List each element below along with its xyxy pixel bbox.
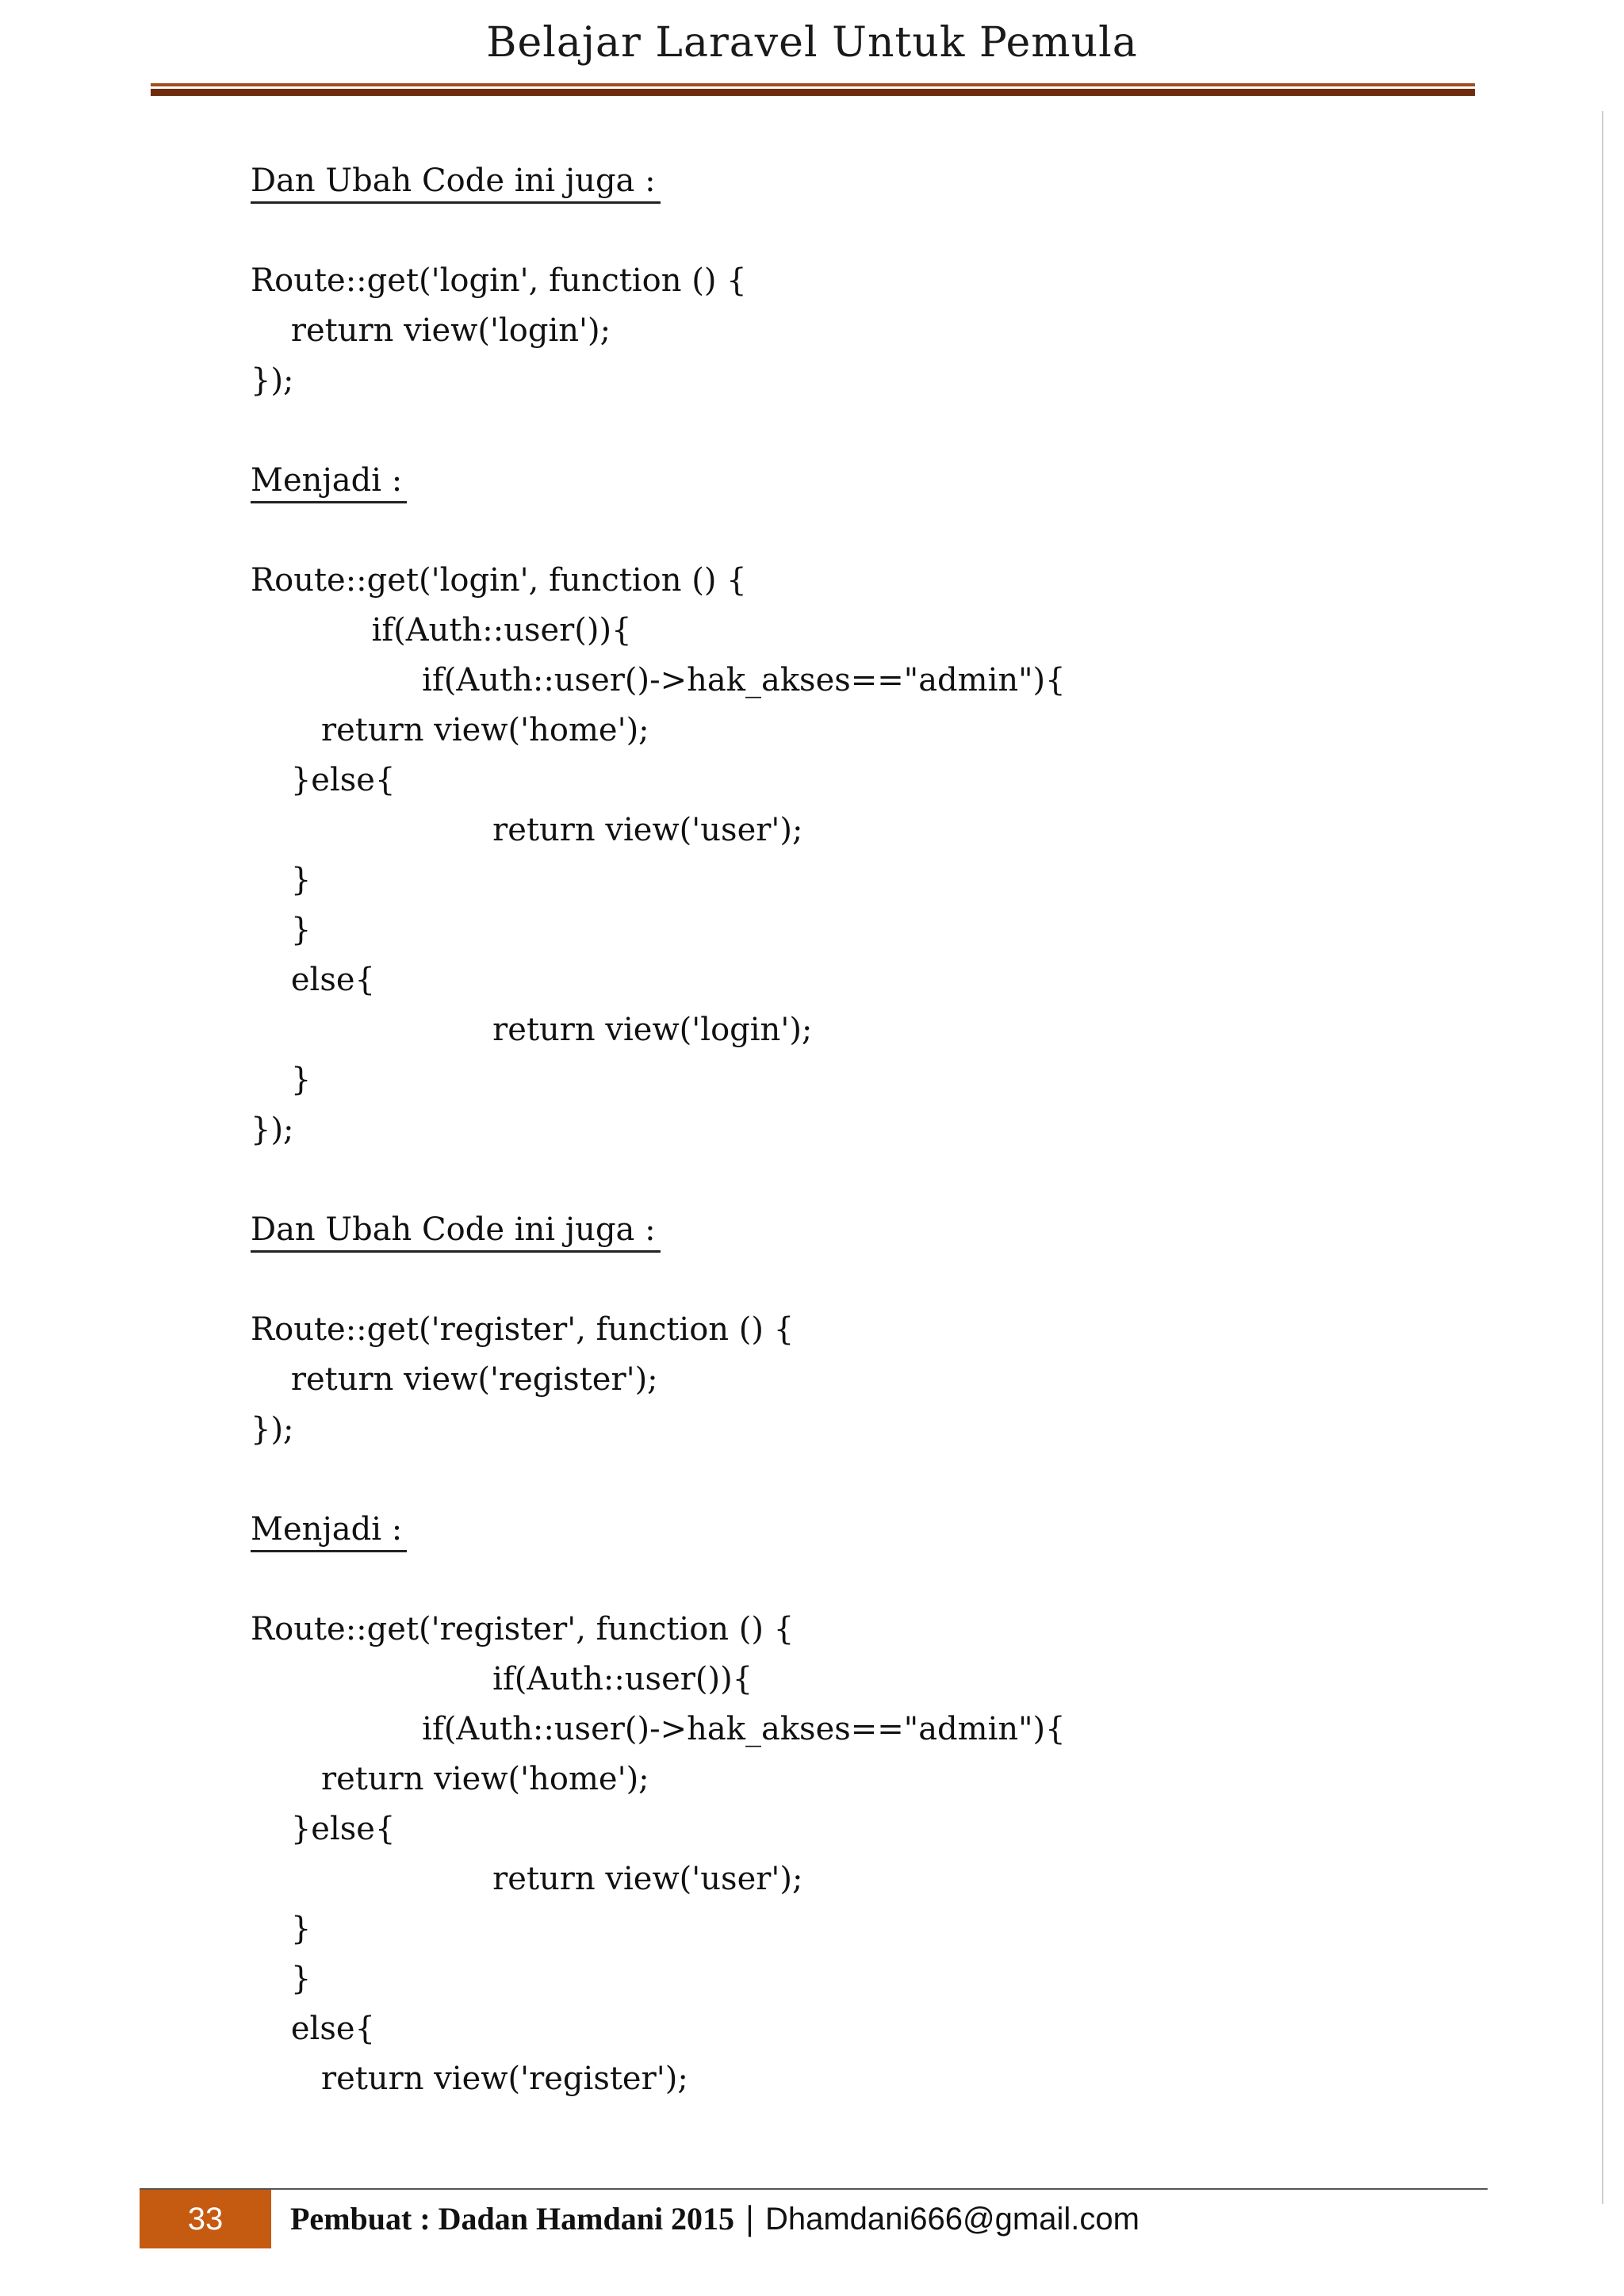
code-line: return view('login');: [251, 312, 611, 349]
page-number-badge: 33: [140, 2190, 271, 2248]
code-line: }: [251, 912, 312, 948]
page-header-title: Belajar Laravel Untuk Pemula: [486, 19, 1138, 67]
blank-line: [251, 1455, 1519, 1505]
code-line: Route::get('login', function () {: [251, 262, 747, 299]
code-line: }: [251, 1961, 312, 1997]
blank-line: [251, 1255, 1519, 1305]
code-line: Route::get('register', function () {: [251, 1611, 795, 1647]
code-line: return view('home');: [251, 712, 649, 748]
code-line: });: [251, 1112, 294, 1148]
code-line: }: [251, 862, 312, 898]
header-rule-thin: [151, 83, 1475, 86]
code-line: });: [251, 362, 294, 399]
code-line: return view('home');: [251, 1761, 649, 1797]
code-line: }else{: [251, 1811, 396, 1847]
footer-separator: |: [734, 2201, 765, 2237]
code-line: }: [251, 1062, 312, 1098]
blank-line: [251, 406, 1519, 456]
code-line: return view('user');: [251, 1861, 803, 1897]
section-heading-text: Menjadi :: [251, 1509, 407, 1552]
code-line: return view('register');: [251, 2061, 688, 2097]
code-line: return view('user');: [251, 812, 803, 848]
code-line: });: [251, 1411, 294, 1448]
code-line: if(Auth::user()->hak_akses=="admin"){: [251, 662, 1066, 698]
code-line: return view('login');: [251, 1012, 813, 1048]
document-body: [251, 156, 1519, 2104]
blank-line: [251, 1555, 1519, 1605]
header-rule-thick: [151, 89, 1475, 96]
code-line: if(Auth::user()){: [251, 612, 632, 649]
section-heading-text: Dan Ubah Code ini juga :: [251, 160, 661, 204]
code-line: Route::get('login', function () {: [251, 562, 747, 599]
code-line: else{: [251, 962, 375, 998]
section-heading: [251, 156, 1519, 206]
blank-line: [251, 1155, 1519, 1205]
section-heading: [251, 456, 1519, 506]
code-line: if(Auth::user()->hak_akses=="admin"){: [251, 1711, 1066, 1747]
code-line: if(Auth::user()){: [251, 1661, 753, 1697]
section-heading-text: Dan Ubah Code ini juga :: [251, 1209, 661, 1253]
footer-text: [290, 2190, 1139, 2248]
blank-line: [251, 506, 1519, 556]
section-heading: [251, 1205, 1519, 1255]
code-line: }else{: [251, 762, 396, 798]
code-line: else{: [251, 2011, 375, 2047]
page-side-border: [1602, 111, 1603, 2204]
code-line: Route::get('register', function () {: [251, 1311, 795, 1348]
section-heading-text: Menjadi :: [251, 460, 407, 503]
footer-author: Pembuat : Dadan Hamdani 2015: [290, 2201, 735, 2237]
blank-line: [251, 206, 1519, 256]
code-line: return view('register');: [251, 1361, 658, 1398]
code-line: }: [251, 1911, 312, 1947]
footer-email: Dhamdani666@gmail.com: [764, 2202, 1139, 2237]
section-heading: [251, 1505, 1519, 1555]
